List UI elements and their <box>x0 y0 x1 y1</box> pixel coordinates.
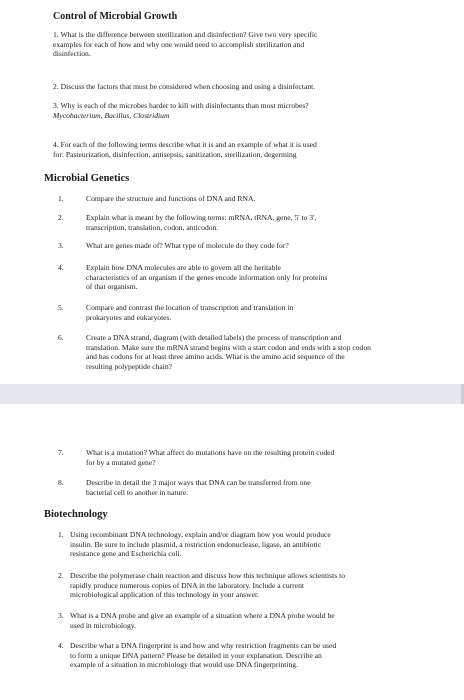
text-line: examples for each of how and why one would need to accomplish sterilization and <box>53 39 305 49</box>
question-number: 1. <box>58 530 64 539</box>
control-question-4 <box>53 140 423 159</box>
question-number: 1. <box>58 194 64 203</box>
question-number: 8. <box>58 478 64 487</box>
text-line: and has codons for at least three amino acids. What is the amino acid sequence of the <box>86 352 345 362</box>
text-line: Compare and contrast the location of transcription and translation in <box>86 303 294 312</box>
section-heading-genetics: Microbial Genetics <box>44 173 130 184</box>
control-question-2 <box>53 82 423 92</box>
text-line: Create a DNA strand, diagram (with detailed labels) the process of transcription and <box>86 333 342 342</box>
question-number: 3. <box>58 611 64 620</box>
text-line: example of a situation in microbiology that would use DNA fingerprinting. <box>70 660 298 670</box>
text-line: Mycobacterium, Bacillus, Clostridium <box>53 110 170 120</box>
question-number: 4. <box>58 263 64 272</box>
text-line: 1. What is the difference between sterilization and disinfection? Give two very specific <box>53 30 318 39</box>
section-heading-biotechnology: Biotechnology <box>44 509 108 520</box>
text-line: What is a mutation? What affect do mutations have on the resulting protein coded <box>86 448 335 457</box>
text-line: Compare the structure and functions of DNA and RNA. <box>86 194 256 203</box>
text-line: Describe what a DNA fingerprint is and how and why restriction fragments can be used <box>70 641 337 650</box>
text-line: What is a DNA probe and give an example of a situation where a DNA probe would be <box>70 611 335 620</box>
section-heading-control: Control of Microbial Growth <box>53 11 178 22</box>
text-line: resistance gene and Escherichia coli. <box>70 549 182 559</box>
text-line: for: Pasteurization, disinfection, antisepsis, sanitization, sterilization, degerming <box>53 149 297 159</box>
text-line: 3. Why is each of the microbes harder to kill with disinfectants than most microbes? <box>53 101 309 110</box>
text-line: used in microbiology. <box>70 620 136 630</box>
question-number: 2. <box>58 213 64 222</box>
text-line: Using recombinant DNA technology, explain and/or diagram how you would produce <box>70 530 331 539</box>
question-number: 3. <box>58 241 64 250</box>
text-line: translation. Make sure the mRNA strand begins with a start codon and ends with a stop codon <box>86 342 371 352</box>
text-line: What are genes made of? What type of molecule do they code for? <box>86 241 289 250</box>
text-line: Explain how DNA molecules are able to govern all the heritable <box>86 263 281 272</box>
question-number: 4. <box>58 641 64 650</box>
text-line: transcription, translation, codon, anticodon. <box>86 222 219 232</box>
page-break-band <box>0 384 464 404</box>
text-line: disinfection. <box>53 49 91 59</box>
text-line: of that organism. <box>86 282 138 292</box>
control-question-3 <box>53 101 423 120</box>
text-line: prokaryotes and eukaryotes. <box>86 312 172 322</box>
question-number: 5. <box>58 303 64 312</box>
question-number: 2. <box>58 571 64 580</box>
text-line: 4. For each of the following terms describe what it is and an example of what it is used <box>53 140 317 149</box>
text-line: rapidly produce numerous copies of DNA in the laboratory. Include a current <box>70 580 304 590</box>
text-line: bacterial cell to another in nature. <box>86 487 189 497</box>
text-line: Describe in detail the 3 major ways that DNA can be transferred from one <box>86 478 311 487</box>
text-line: insulin. Be sure to include plasmid, a restriction endonuclease, ligase, an antibiotic <box>70 539 322 549</box>
text-line: characteristics of an organism if the genes encode information only for proteins <box>86 272 328 282</box>
text-line: microbiological application of this technology in your answer. <box>70 590 259 600</box>
control-question-1 <box>53 30 423 59</box>
text-line: 2. Discuss the factors that must be considered when choosing and using a disinfectant. <box>53 82 316 91</box>
question-number: 7. <box>58 448 64 457</box>
text-line: resulting polypeptide chain? <box>86 361 173 371</box>
text-line: to form a unique DNA pattern? Please be detailed in your explanation. Describe an <box>70 650 322 660</box>
text-line: for by a mutated gene? <box>86 457 156 467</box>
text-line: Explain what is meant by the following terms: mRNA, tRNA, gene, 5' to 3', <box>86 213 317 222</box>
question-number: 6. <box>58 333 64 342</box>
text-line: Describe the polymerase chain reaction and discuss how this technique allows scientists to <box>70 571 345 580</box>
